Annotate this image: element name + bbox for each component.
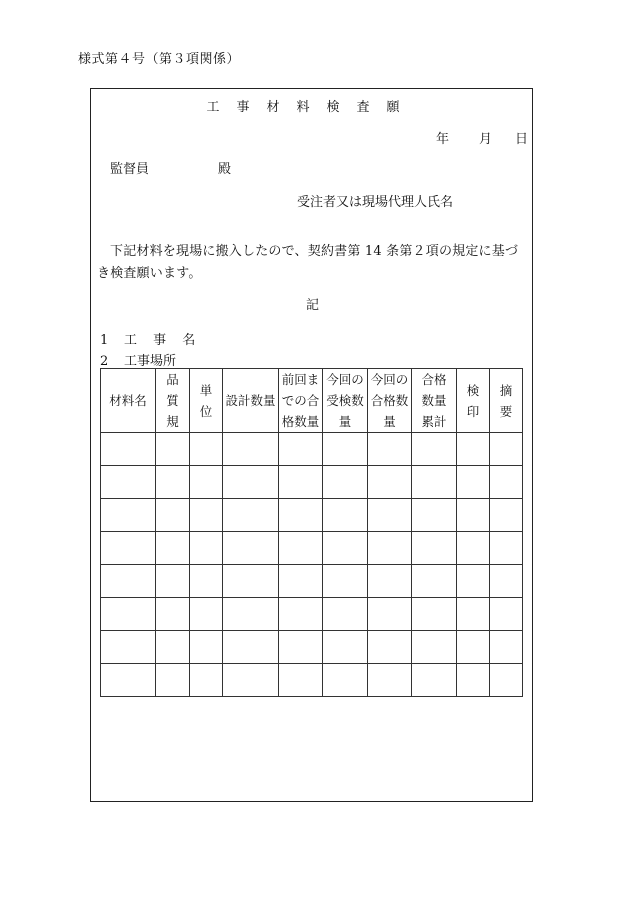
column-header-line: 単 [199,382,213,398]
table-cell [101,631,156,664]
table-cell [323,631,368,664]
table-cell [412,598,457,631]
table-cell [101,433,156,466]
table-cell [101,565,156,598]
table-cell [368,466,412,499]
table-cell [323,664,368,697]
table-cell [223,532,279,565]
table-row [101,664,523,697]
form-number-label: 様式第４号（第３項関係） [78,52,241,67]
table-cell [490,532,523,565]
contractor-name-label: 受注者又は現場代理人氏名 [297,195,454,210]
table-cell [279,631,323,664]
form-title: 工事材料検査願 [206,100,417,115]
table-cell [101,598,156,631]
column-header-line: 摘 [499,382,513,398]
table-cell [490,631,523,664]
table-cell [490,466,523,499]
table-cell [412,565,457,598]
table-cell [323,565,368,598]
table-cell [323,466,368,499]
item-project-location [100,350,176,369]
column-header-line: 合格 [421,372,447,387]
column-header [156,369,190,433]
table-cell [190,631,223,664]
table-cell [156,598,190,631]
table-cell [223,631,279,664]
column-header-line: 格数量 [281,414,320,429]
item-label: 工 事 名 [124,333,202,348]
table-cell [190,499,223,532]
table-cell [457,499,490,532]
table-cell [323,433,368,466]
table-cell [412,532,457,565]
column-header-line: 累計 [421,414,447,429]
table-cell [490,598,523,631]
table-cell [457,433,490,466]
table-cell [279,598,323,631]
table-cell [368,499,412,532]
table-cell [490,499,523,532]
column-header-line: 量 [338,414,352,429]
table-cell [101,532,156,565]
table-cell [279,466,323,499]
item-number: 1 [100,333,109,348]
column-header [223,369,279,433]
table-cell [279,664,323,697]
supervisor-label: 監督員 [110,162,150,177]
column-header-line: 設計数量 [225,393,276,408]
column-header [101,369,156,433]
column-header [190,369,223,433]
table-cell [156,499,190,532]
table-cell [223,598,279,631]
table-cell [156,565,190,598]
table-cell [412,433,457,466]
column-header-line: での合 [281,393,320,408]
table-cell [101,466,156,499]
table-row [101,466,523,499]
table-cell [490,664,523,697]
item-project-name [100,329,201,348]
table-cell [368,565,412,598]
column-header [323,369,368,433]
table-row [101,598,523,631]
table-cell [190,466,223,499]
table-cell [279,433,323,466]
table-cell [457,598,490,631]
column-header-line: 要 [499,403,513,419]
column-header-line: 材料名 [109,393,147,408]
column-header-line: 今回の [326,372,364,387]
column-header-line: 品 [166,372,179,387]
table-header-row [101,369,523,433]
table-cell [368,433,412,466]
table-cell [101,499,156,532]
table-cell [457,631,490,664]
table-cell [368,598,412,631]
table-row [101,532,523,565]
table-cell [323,499,368,532]
table-cell [156,433,190,466]
table-cell [101,664,156,697]
honorific-label: 殿 [218,162,232,177]
table-cell [323,532,368,565]
ki-heading: 記 [306,298,320,313]
column-header-line: 量 [383,414,396,429]
table-cell [368,664,412,697]
table-cell [279,565,323,598]
table-row [101,499,523,532]
table-cell [457,664,490,697]
column-header-line: 位 [199,403,213,419]
table-cell [190,598,223,631]
table-cell [223,433,279,466]
column-header-line: 印 [466,403,480,419]
date-day-label: 日 [515,132,529,147]
table-cell [279,499,323,532]
table-cell [156,466,190,499]
table-row [101,433,523,466]
table-cell [190,664,223,697]
table-cell [457,532,490,565]
table-cell [323,598,368,631]
table-cell [190,565,223,598]
column-header-line: 合格数 [370,393,409,408]
column-header-line: 受検数 [326,393,364,408]
table-cell [490,565,523,598]
table-cell [223,499,279,532]
column-header [457,369,490,433]
table-cell [368,532,412,565]
table-cell [412,664,457,697]
column-header [368,369,412,433]
table-cell [156,664,190,697]
table-cell [490,433,523,466]
request-body-text: 下記材料を現場に搬入したので、契約書第 14 条第２項の規定に基づき検査願います。 [97,244,519,281]
table-cell [412,466,457,499]
table-row [101,565,523,598]
table-cell [223,466,279,499]
table-cell [156,532,190,565]
column-header-line: 検 [466,382,480,398]
column-header-line: 前回ま [281,372,320,387]
table-cell [190,532,223,565]
date-year-label: 年 [436,132,450,147]
column-header-line: 数量 [421,393,447,408]
table-cell [279,532,323,565]
column-header [279,369,323,433]
table-cell [457,565,490,598]
item-label: 工事場所 [124,354,177,369]
table-cell [223,565,279,598]
table-cell [412,631,457,664]
item-number: 2 [100,354,109,369]
column-header [490,369,523,433]
table-row [101,631,523,664]
table-cell [223,664,279,697]
table-cell [412,499,457,532]
table-cell [457,466,490,499]
table-cell [190,433,223,466]
column-header [412,369,457,433]
column-header-line: 今回の [370,372,409,387]
column-header-line: 質 [166,393,179,408]
table-cell [368,631,412,664]
material-inspection-table [100,368,523,697]
column-header-line: 規 [166,414,179,429]
date-month-label: 月 [479,132,493,147]
table-cell [156,631,190,664]
